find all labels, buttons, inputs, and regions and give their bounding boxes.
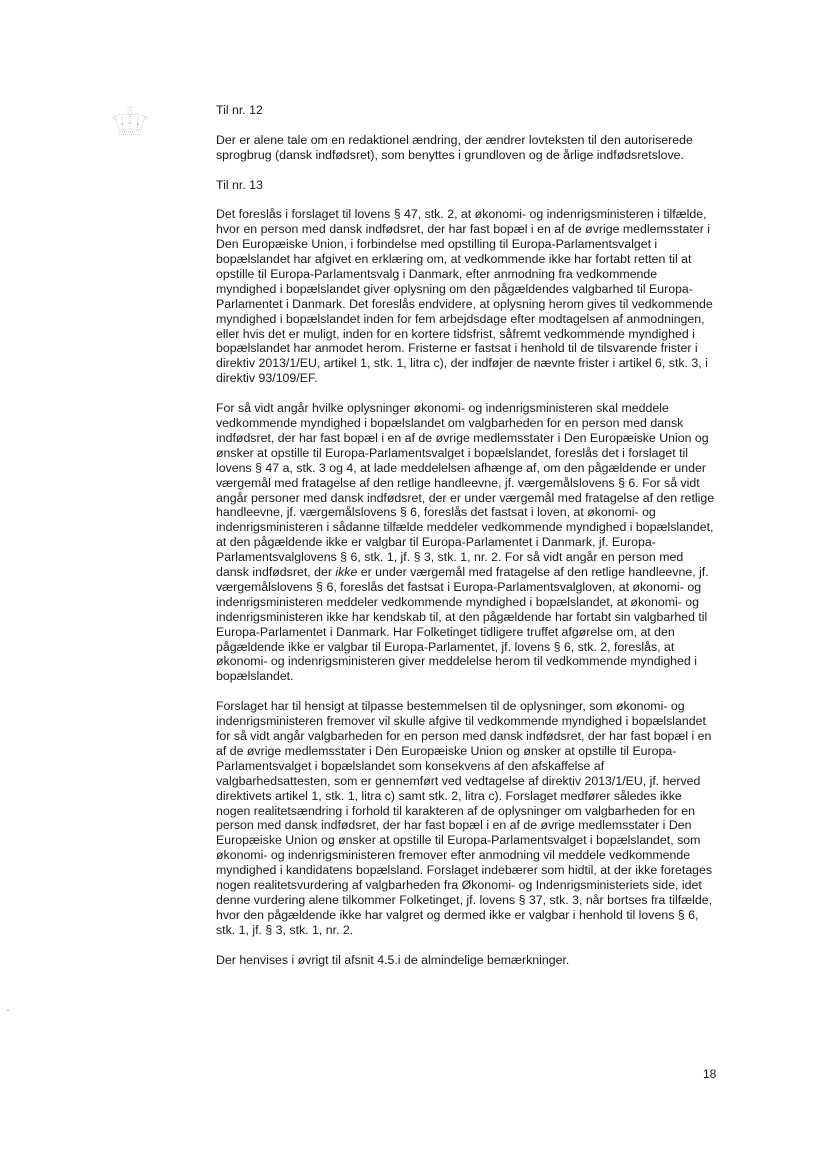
paragraph-13-1: Det foreslås i forslaget til lovens § 47, stk. 2, at økonomi- og indenrigsministeren i tilfælde, hvor en person med dansk indfødsret, der har fast bopæl i en af de øvrige medlemsstater i Den Europæiske Union, i forbindelse med opstilling til Europa-Parlamentsvalget i bopælslandet har afgivet en erklæring om, at vedkommende ikke har fortabt retten til at opstille til Europa-Parlamentsvalg i Danmark, efter anmodning fra vedkommende myndighed i bopælslandet giver oplysning om den pågældendes valgbarhed til Europa-Parlamentet i Danmark. Det foreslås endvidere, at oplysning herom gives til vedkommende myndighed i bopælslandet inden for fem arbejdsdage efter modtagelsen af anmodningen, eller hvis det er muligt, inden for en kortere tidsfrist, såfremt vedkommende myndighed i bopælslandet har anmodet herom. Fristerne er fastsat i henhold til de tilsvarende frister i direktiv 2013/1/EU, artikel 1, stk. 1, litra c), der indføjer de nævnte frister i artikel 6, stk. 3, i direktiv 93/109/EF.: [216, 207, 713, 386]
section-heading-13: Til nr. 13: [216, 177, 263, 192]
margin-mark: [7, 1010, 9, 1011]
crown-icon: [110, 103, 150, 139]
paragraph-13-2-text-b: er under værgemål med fratagelse af den retlige handleevne, jf. værgemålslovens § 6, foreslås det fastsat i Europa-Parlamentsvalgloven, at økonomi- og indenrigsministeren meddeler vedkommende myndighed i bopælslandet, at økonomi- og indenrigsministeren ikke har kendskab til, at den pågældende har fortabt sin valgbarhed til Europa-Parlamentet i Danmark. Har Folketinget tidligere truffet afgørelse om, at den pågældende ikke er valgbar til Europa-Parlamentet, jf. lovens § 6, stk. 2, foreslås, at økonomi- og indenrigsministeren giver meddelelse herom til vedkommende myndighed i bopælslandet.: [216, 565, 709, 684]
page-number: 18: [703, 1067, 717, 1081]
document-body: [216, 103, 719, 982]
paragraph-12-1: Der er alene tale om en redaktionel ændring, der ændrer lovteksten til den autoriserede sprogbrug (dansk indfødsret), som benyttes i grundloven og de årlige indfødsretslove.: [216, 132, 693, 162]
section-heading-12: Til nr. 12: [216, 103, 263, 117]
paragraph-13-2: [216, 401, 719, 684]
paragraph-13-4: Der henvises i øvrigt til afsnit 4.5.i de almindelige bemærkninger.: [216, 952, 570, 967]
paragraph-13-2-text-a: For så vidt angår hvilke oplysninger økonomi- og indenrigsministeren skal meddele vedkommende myndighed i bopælslandet om valgbarheden for en person med dansk indfødsret, der har fast bopæl i en af de øvrige medlemsstater i Den Europæiske Union og ønsker at opstille til Europa-Parlamentsvalget i bopælslandet, foreslås det i forslaget til lovens § 47 a, stk. 3 og 4, at lade meddelelsen afhænge af, om den pågældende er under værgemål med fratagelse af den retlige handleevne, jf. værgemålslovens § 6. For så vidt angår personer med dansk indfødsret, der er under værgemål med fratagelse af den retlige handleevne, jf. værgemålslovens § 6, foreslås det fastsat i loven, at økonomi- og indenrigsministeren i sådanne tilfælde meddeler vedkommende myndighed i bopælslandet, at den pågældende ikke er valgbar til Europa-Parlamentet i Danmark, jf. Europa-Parlamentsvalglovens § 6, stk. 1, jf. § 3, stk. 1, nr. 2. For så vidt angår en person med dansk indfødsret, der: [216, 401, 715, 580]
paragraph-13-3: Forslaget har til hensigt at tilpasse bestemmelsen til de oplysninger, som økonomi- og indenrigsministeren fremover vil skulle afgive til vedkommende myndighed i bopælslandet for så vidt angår valgbarheden for en person med dansk indfødsret, der har fast bopæl i en af de øvrige medlemsstater i Den Europæiske Union og ønsker at opstille til Europa-Parlamentsvalget i bopælslandet som konsekvens af den afskaffelse af valgbarhedsattesten, som er gennemført ved vedtagelse af direktiv 2013/1/EU, jf. herved direktivets artikel 1, stk. 1, litra c) samt stk. 2, litra c). Forslaget medfører således ikke nogen realitetsændring i forhold til karakteren af de oplysninger om valgbarheden for en person med dansk indfødsret, der har fast bopæl i en af de øvrige medlemsstater i Den Europæiske Union og ønsker at opstille til Europa-Parlamentsvalget i bopælslandet, som økonomi- og indenrigsministeren fremover efter anmodning vil meddele vedkommende myndighed i kandidatens bopælsland. Forslaget indebærer som hidtil, at der ikke foretages nogen realitetsvurdering af valgbarheden fra Økonomi- og Indenrigsministeriets side, idet denne vurdering alene tilkommer Folketinget, jf. lovens § 37, stk. 3, når bortses fra tilfælde, hvor den pågældende ikke har valgret og dermed ikke er valgbar i henhold til lovens § 6, stk. 1, jf. § 3, stk. 1, nr. 2.: [216, 699, 713, 937]
paragraph-13-2-emphasis: ikke: [335, 565, 358, 580]
